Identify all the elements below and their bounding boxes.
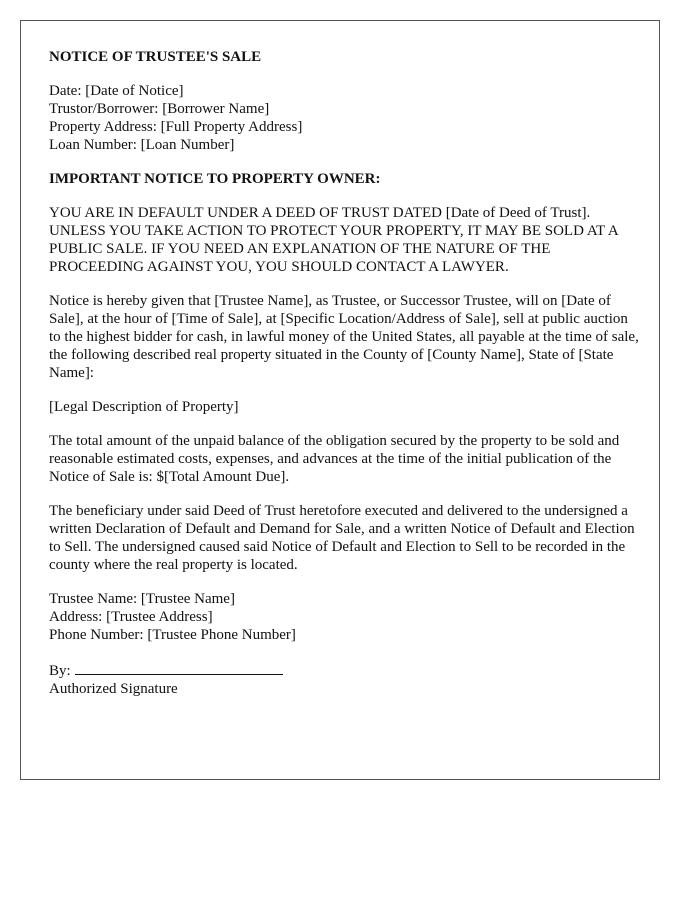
signature-by-label: By:: [49, 663, 71, 679]
legal-description: [Legal Description of Property]: [49, 399, 239, 415]
signature-row: [49, 660, 639, 680]
important-notice-heading: IMPORTANT NOTICE TO PROPERTY OWNER:: [49, 171, 381, 187]
document-page: [20, 20, 660, 780]
trustee-fields: [49, 590, 639, 644]
signature-block: [49, 660, 639, 698]
document-title: NOTICE OF TRUSTEE'S SALE: [49, 49, 262, 65]
balance-notice-paragraph: The total amount of the unpaid balance of the obligation secured by the property to be sold and reasonable estimated costs, expenses, and advances at the time of the initial publication of the Notice of Sale is: $[Total Amount Due].: [49, 433, 620, 485]
loan-number-field: Loan Number: [Loan Number]: [49, 137, 235, 153]
header-fields: [49, 82, 639, 154]
property-address-field: Property Address: [Full Property Address]: [49, 119, 303, 135]
trustee-address-field: Address: [Trustee Address]: [49, 609, 213, 625]
default-notice-paragraph: YOU ARE IN DEFAULT UNDER A DEED OF TRUST DATED [Date of Deed of Trust]. UNLESS YOU TAKE ACTION TO PROTECT YOUR PROPERTY, IT MAY BE SOLD AT A PUBLIC SALE. IF YOU NEED AN EXPLANATION OF THE NATURE OF THE PROCEEDING AGAINST YOU, YOU SHOULD CONTACT A LAWYER.: [49, 205, 618, 275]
trustee-phone-field: Phone Number: [Trustee Phone Number]: [49, 627, 296, 643]
signature-caption: Authorized Signature: [49, 681, 178, 697]
date-field: Date: [Date of Notice]: [49, 83, 184, 99]
beneficiary-notice-paragraph: The beneficiary under said Deed of Trust heretofore executed and delivered to the undersigned a written Declaration of Default and Demand for Sale, and a written Notice of Default and Election to Sell. The undersigned caused said Notice of Default and Election to Sell to be recorded in the county where the real property is located.: [49, 503, 635, 573]
signature-line: [75, 660, 283, 675]
trustee-name-field: Trustee Name: [Trustee Name]: [49, 591, 235, 607]
document-body: [49, 48, 639, 714]
sale-notice-paragraph: Notice is hereby given that [Trustee Name], as Trustee, or Successor Trustee, will on [Date of Sale], at the hour of [Time of Sale], at [Specific Location/Address of Sale], sell at public auction to the highest bidder for cash, in lawful money of the United States, all payable at the time of sale, the following described real property situated in the County of [County Name], State of [State Name]:: [49, 293, 639, 381]
borrower-field: Trustor/Borrower: [Borrower Name]: [49, 101, 270, 117]
